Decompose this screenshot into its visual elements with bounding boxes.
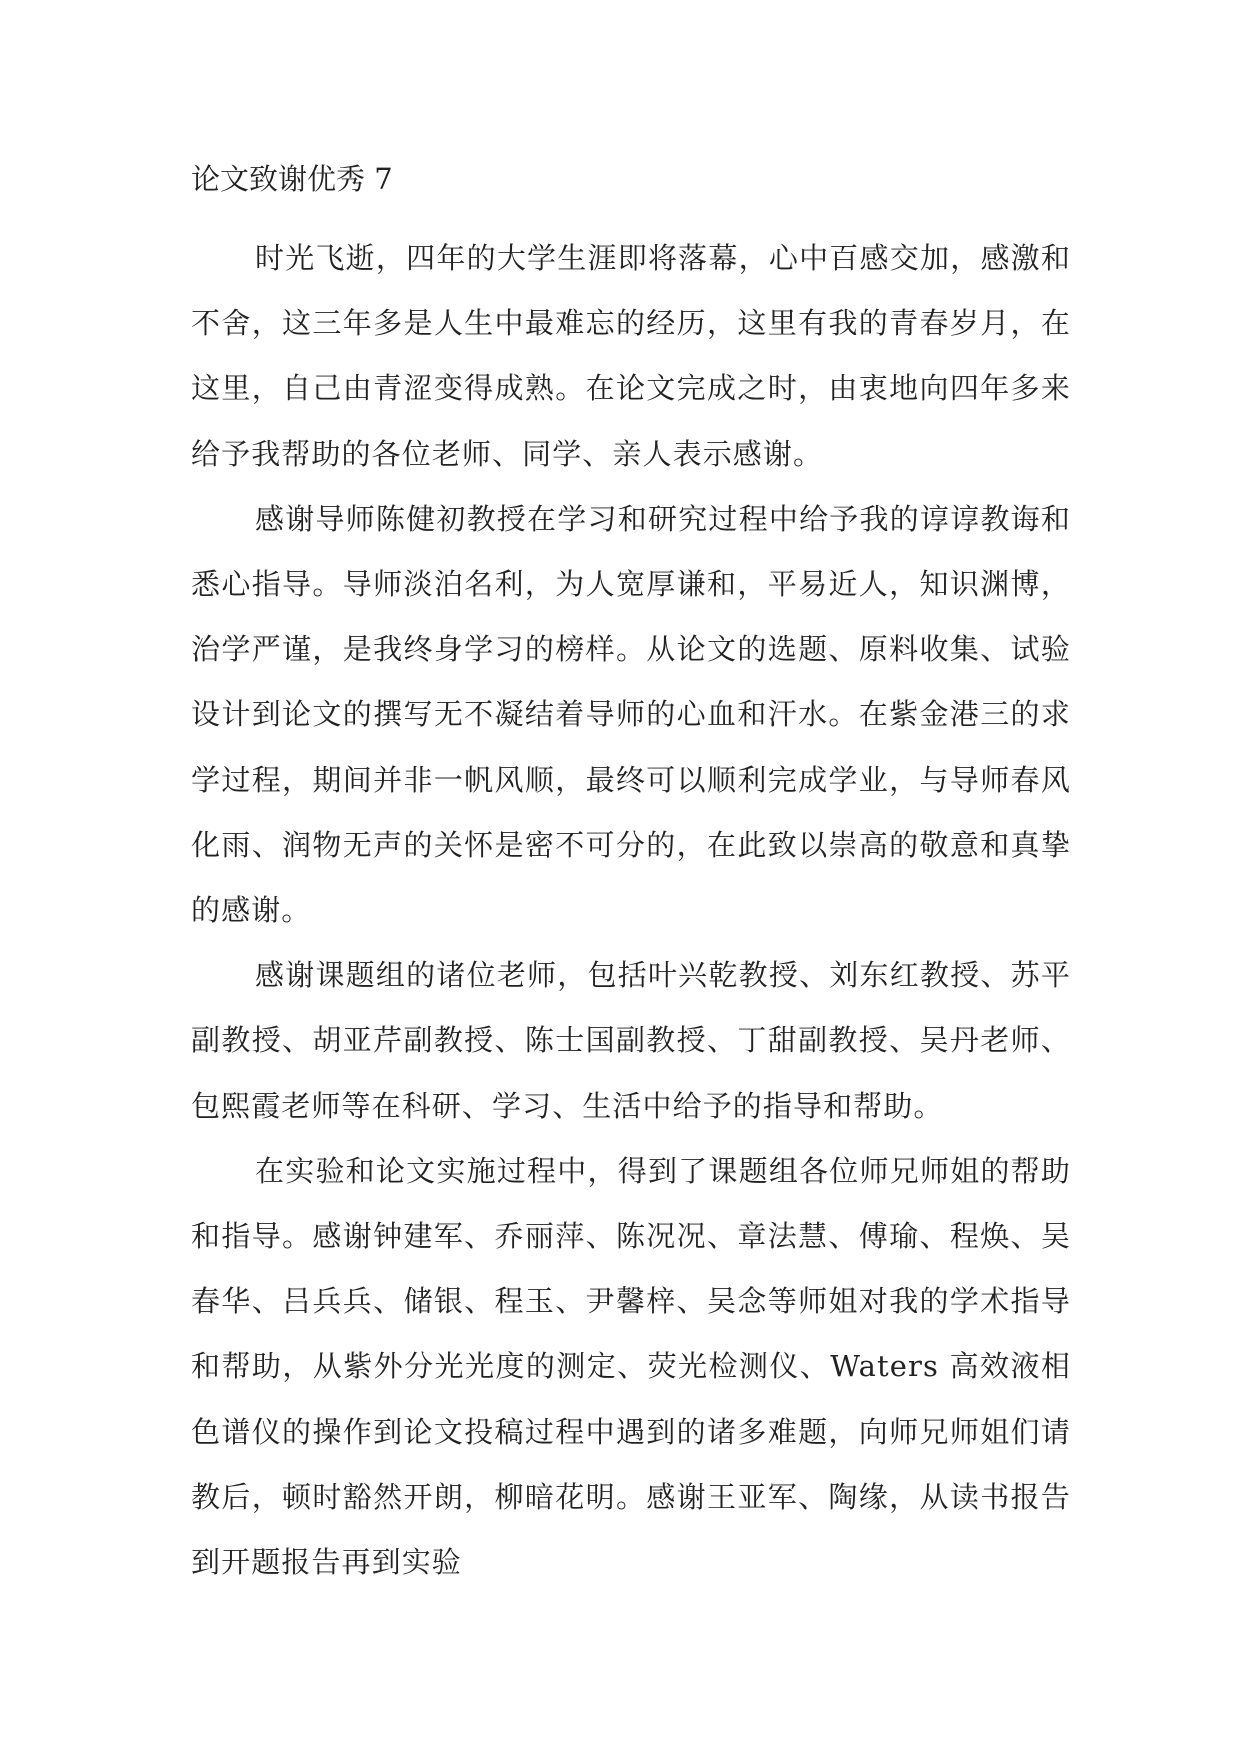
document-body [191,160,1071,1595]
paragraph-group-teachers-thanks: 感谢课题组的诸位老师，包括叶兴乾教授、刘东红教授、苏平副教授、胡亚芹副教授、陈士国副教授、丁甜副教授、吴丹老师、包熙霞老师等在科研、学习、生活中给予的指导和帮助。 [191,958,1071,1123]
paragraph-senior-students-thanks: 在实验和论文实施过程中，得到了课题组各位师兄师姐的帮助和指导。感谢钟建军、乔丽萍、陈况况、章法慧、傅瑜、程焕、吴春华、吕兵兵、储银、程玉、尹馨梓、吴念等师姐对我的学术指导和帮助，从紫外分光光度的测定、荧光检测仪、Waters 高效液相色谱仪的操作到论文投稿过程中遇到的诸多难题，向师兄师姐们请教后，顿时豁然开朗，柳暗花明。感谢王亚军、陶缘，从读书报告到开题报告再到实验 [191,1153,1071,1580]
paragraph-intro: 时光飞逝，四年的大学生涯即将落幕，心中百感交加，感激和不舍，这三年多是人生中最难忘的经历，这里有我的青春岁月，在这里，自己由青涩变得成熟。在论文完成之时，由衷地向四年多来给予我帮助的各位老师、同学、亲人表示感谢。 [191,241,1071,471]
paragraph-advisor-thanks: 感谢导师陈健初教授在学习和研究过程中给予我的谆谆教诲和悉心指导。导师淡泊名利，为人宽厚谦和，平易近人，知识渊博，治学严谨，是我终身学习的榜样。从论文的选题、原料收集、试验设计到论文的撰写无不凝结着导师的心血和汗水。在紫金港三的求学过程，期间并非一帆风顺，最终可以顺利完成学业，与导师春风化雨、润物无声的关怀是密不可分的，在此致以崇高的敬意和真挚的感谢。 [191,501,1071,928]
document-title: 论文致谢优秀 7 [191,162,393,196]
